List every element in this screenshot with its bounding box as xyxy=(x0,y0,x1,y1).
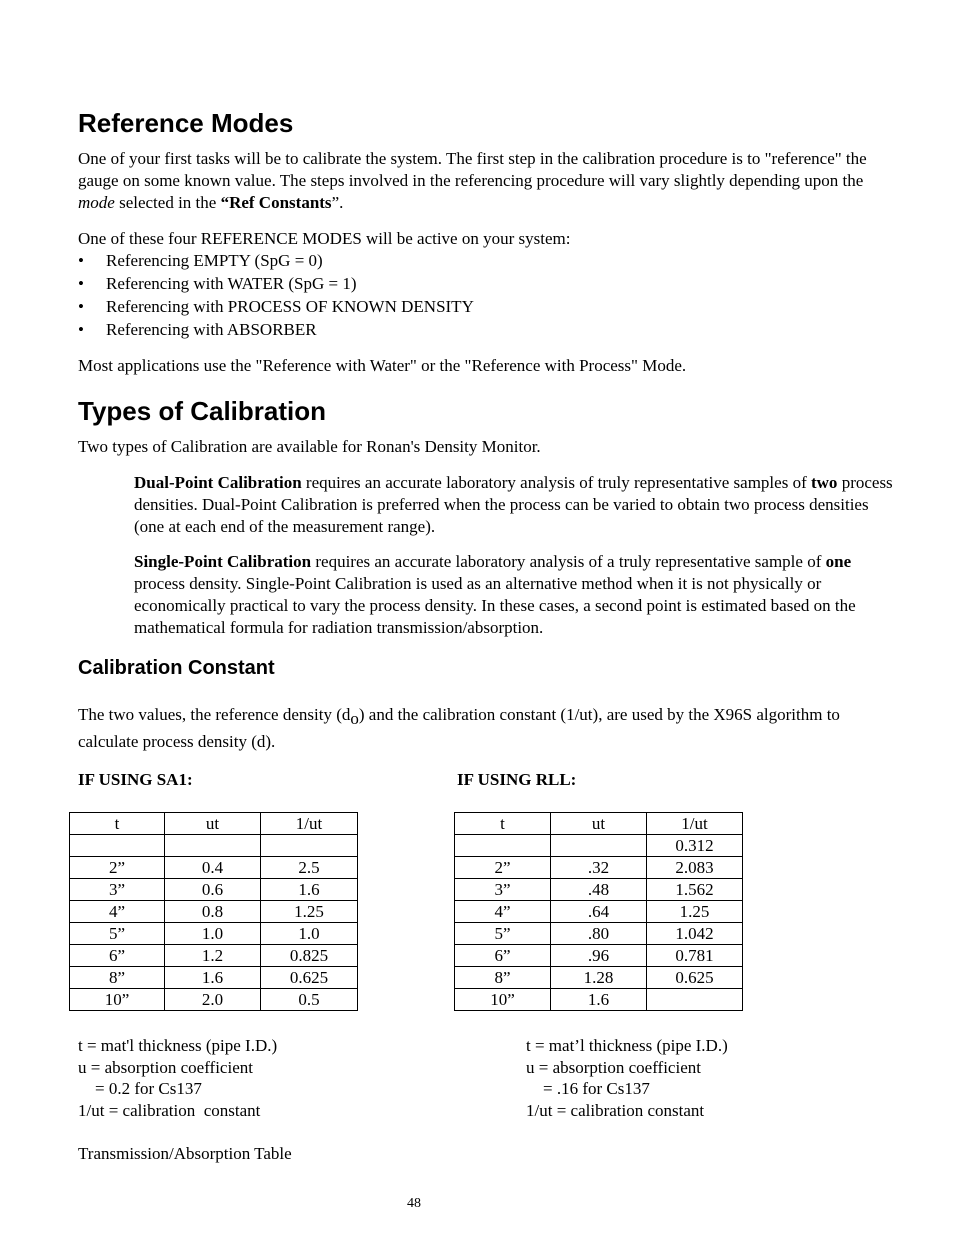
heading-calibration-constant: Calibration Constant xyxy=(78,657,275,679)
table-cell: 0.4 xyxy=(165,857,261,879)
table-cell: 5” xyxy=(70,923,165,945)
table-cell xyxy=(455,835,551,857)
paragraph-text: One of your first tasks will be to calibrate the system. The first step in the calibration procedure is to "reference" the gauge on some known value. The steps involved in the referencing procedure will vary slightly depending upon the xyxy=(78,149,867,190)
table-cell: 2” xyxy=(70,857,165,879)
list-item: • Referencing with PROCESS OF KNOWN DENSITY xyxy=(78,295,474,318)
note-line: u = absorption coefficient xyxy=(78,1057,253,1077)
table-row xyxy=(70,945,358,967)
table-cell: 0.6 xyxy=(165,879,261,901)
subscript-o: o xyxy=(350,709,359,728)
table-cell: 8” xyxy=(455,967,551,989)
table-cell: .48 xyxy=(551,879,647,901)
header-cell: t xyxy=(455,813,551,835)
table-cell: 2” xyxy=(455,857,551,879)
heading-types-of-calibration: Types of Calibration xyxy=(78,396,326,426)
heading-reference-modes: Reference Modes xyxy=(78,108,294,138)
table-cell: 1.28 xyxy=(551,967,647,989)
table-cell: 2.0 xyxy=(165,989,261,1011)
table-header-row xyxy=(455,813,743,835)
note-line: 1/ut = calibration constant xyxy=(78,1101,261,1121)
table-row xyxy=(70,857,358,879)
table-row xyxy=(70,879,358,901)
table-row xyxy=(455,901,743,923)
table-cell: 1.0 xyxy=(165,923,261,945)
note-line: u = absorption coefficient xyxy=(526,1057,701,1077)
table-cell: 6” xyxy=(455,945,551,967)
table-cell: .80 xyxy=(551,923,647,945)
table-cell: 1.562 xyxy=(647,879,743,901)
table-cell xyxy=(647,989,743,1011)
single-point-title: Single-Point Calibration xyxy=(134,552,312,571)
table-row xyxy=(455,879,743,901)
sa1-label: IF USING SA1: xyxy=(78,770,193,789)
table-cell: 0.825 xyxy=(261,945,358,967)
table-cell xyxy=(70,835,165,857)
table-cell: 10” xyxy=(70,989,165,1011)
table-cell: 1.2 xyxy=(165,945,261,967)
table-row xyxy=(70,989,358,1011)
sa1-notes xyxy=(78,1035,277,1122)
table-cell: 1.6 xyxy=(165,967,261,989)
note-line: t = mat'l thickness (pipe I.D.) xyxy=(78,1036,278,1055)
single-point-paragraph xyxy=(134,551,896,639)
table-header-row xyxy=(70,813,358,835)
paragraph-text: requires an accurate laboratory analysis of a truly representative sample of xyxy=(311,552,826,571)
calibration-types-intro: Two types of Calibration are available for Ronan's Density Monitor. xyxy=(78,437,541,456)
reference-modes-paragraph xyxy=(78,148,878,214)
table-cell: 0.312 xyxy=(647,835,743,857)
sa1-table xyxy=(69,812,358,1011)
note-line: = .16 for Cs137 xyxy=(526,1079,650,1099)
table-cell: 4” xyxy=(455,901,551,923)
table-cell: 0.625 xyxy=(647,967,743,989)
note-line: t = mat’l thickness (pipe I.D.) xyxy=(526,1036,728,1055)
table-cell: 8” xyxy=(70,967,165,989)
page-number: 48 xyxy=(407,1196,421,1211)
paragraph-text: ”. xyxy=(331,193,344,212)
table-row xyxy=(70,923,358,945)
table-cell: 1.25 xyxy=(647,901,743,923)
table-cell: .32 xyxy=(551,857,647,879)
table-cell: 2.083 xyxy=(647,857,743,879)
note-line: 1/ut = calibration constant xyxy=(526,1101,705,1121)
paragraph-text: selected in the xyxy=(114,193,221,212)
reference-modes-intro: One of these four REFERENCE MODES will be active on your system: xyxy=(78,229,571,248)
emphasis-mode: mode xyxy=(78,193,115,212)
dual-point-paragraph xyxy=(134,472,894,538)
paragraph-text: process density. Single-Point Calibration is used as an alternative method when it is not physically or economically practical to vary the process density. In these cases, a second point is estimated based on the mathematical formula for radiation transmission/absorption. xyxy=(134,574,856,637)
reference-modes-list xyxy=(78,249,474,341)
list-item: • Referencing with WATER (SpG = 1) xyxy=(78,272,474,295)
table-row xyxy=(70,967,358,989)
table-cell: 2.5 xyxy=(261,857,358,879)
header-cell: ut xyxy=(165,813,261,835)
calibration-constant-paragraph xyxy=(78,703,868,753)
table-cell: 10” xyxy=(455,989,551,1011)
dual-point-title: Dual-Point Calibration xyxy=(134,473,302,492)
table-cell: 4” xyxy=(70,901,165,923)
table-cell xyxy=(551,835,647,857)
table-caption: Transmission/Absorption Table xyxy=(78,1144,292,1163)
table-row xyxy=(455,923,743,945)
paragraph-text: process densities. Dual-Point Calibration is preferred when the process can be varied to obtain two process densities (one at each end of the measurement range). xyxy=(134,473,893,536)
table-cell: 1.0 xyxy=(261,923,358,945)
table-cell: 6” xyxy=(70,945,165,967)
header-cell: ut xyxy=(551,813,647,835)
header-cell: t xyxy=(70,813,165,835)
table-cell: .64 xyxy=(551,901,647,923)
table-cell: 1.25 xyxy=(261,901,358,923)
paragraph-text: ) and the calibration constant (1/ut), are used by the X96S algorithm to calculate process density (d). xyxy=(78,705,840,751)
paragraph-text: requires an accurate laboratory analysis of truly representative samples of xyxy=(301,473,811,492)
table-cell: 0.8 xyxy=(165,901,261,923)
bold-one: one xyxy=(825,552,852,571)
table-cell: 1.042 xyxy=(647,923,743,945)
table-cell: 1.6 xyxy=(261,879,358,901)
ref-constants-term: “Ref Constants xyxy=(220,193,332,212)
reference-modes-closing: Most applications use the "Reference with Water" or the "Reference with Process" Mode. xyxy=(78,356,687,375)
table-cell: 0.5 xyxy=(261,989,358,1011)
table-cell xyxy=(165,835,261,857)
table-cell: 0.625 xyxy=(261,967,358,989)
table-row xyxy=(455,945,743,967)
table-cell: 3” xyxy=(70,879,165,901)
list-item: • Referencing with ABSORBER xyxy=(78,318,474,341)
rll-notes xyxy=(526,1035,728,1122)
table-cell xyxy=(261,835,358,857)
table-row xyxy=(455,835,743,857)
table-row xyxy=(455,989,743,1011)
paragraph-text: The two values, the reference density (d xyxy=(78,705,351,724)
table-row xyxy=(70,901,358,923)
table-cell: 1.6 xyxy=(551,989,647,1011)
header-cell: 1/ut xyxy=(261,813,358,835)
table-cell: 3” xyxy=(455,879,551,901)
table-row xyxy=(455,857,743,879)
rll-label: IF USING RLL: xyxy=(457,770,577,789)
table-cell: 0.781 xyxy=(647,945,743,967)
table-cell: 5” xyxy=(455,923,551,945)
table-row xyxy=(455,967,743,989)
bold-two: two xyxy=(810,473,838,492)
table-row xyxy=(70,835,358,857)
header-cell: 1/ut xyxy=(647,813,743,835)
list-item: • Referencing EMPTY (SpG = 0) xyxy=(78,249,474,272)
table-cell: .96 xyxy=(551,945,647,967)
rll-table xyxy=(454,812,743,1011)
note-line: = 0.2 for Cs137 xyxy=(78,1079,202,1099)
